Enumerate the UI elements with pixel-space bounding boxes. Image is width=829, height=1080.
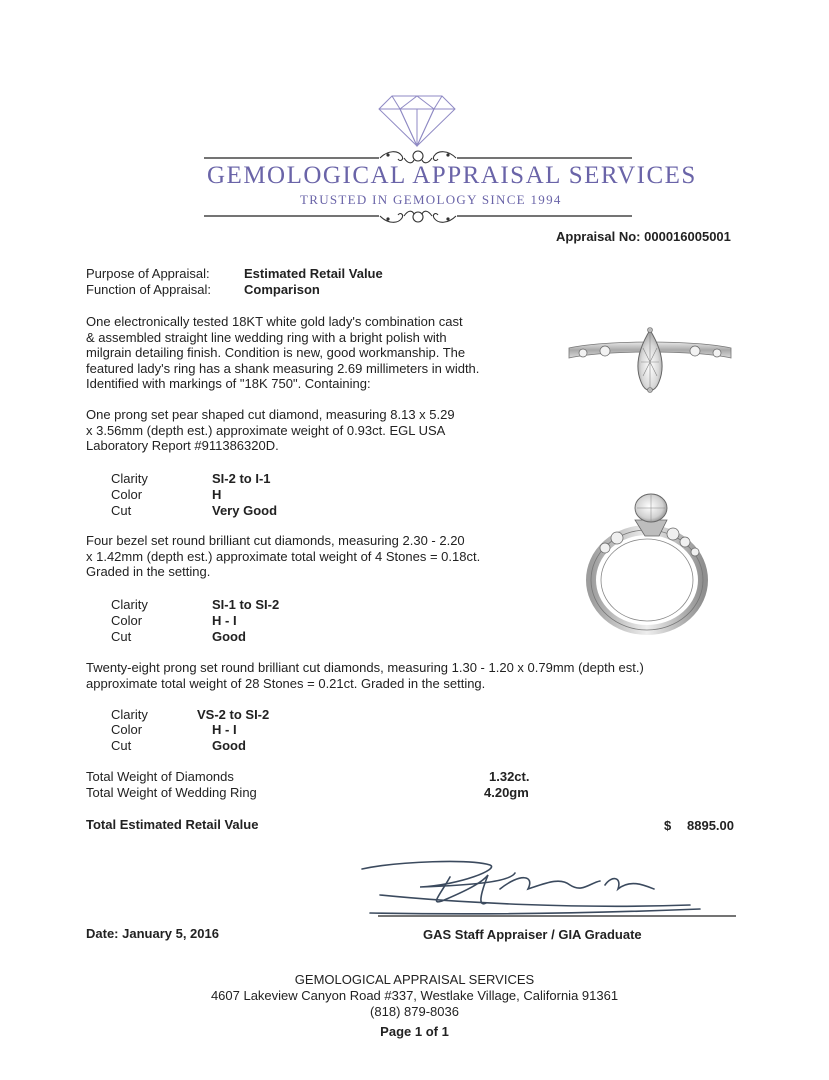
grade-label: Cut bbox=[111, 738, 132, 753]
ring-description bbox=[86, 314, 516, 392]
footer-company: GEMOLOGICAL APPRAISAL SERVICES bbox=[294, 972, 535, 987]
grade-value: VS-2 to SI-2 bbox=[197, 707, 270, 722]
grade-label: Color bbox=[111, 722, 143, 737]
grade-value: Very Good bbox=[212, 503, 278, 518]
ornament-bottom bbox=[204, 206, 632, 226]
grade-label: Cut bbox=[111, 629, 132, 644]
description-line: One electronically tested 18KT white gold lady's combination cast bbox=[86, 314, 463, 329]
purpose-value: Estimated Retail Value bbox=[244, 266, 383, 281]
signer-title: GAS Staff Appraiser / GIA Graduate bbox=[423, 927, 642, 942]
stone-text-line: x 3.56mm (depth est.) approximate weight of 0.93ct. EGL USA bbox=[86, 422, 446, 438]
footer bbox=[0, 972, 829, 1040]
grade-value: H bbox=[212, 487, 222, 502]
description-line: & assembled straight line wedding ring with a bright polish with bbox=[86, 329, 447, 345]
description-line: milgrain detailing finish. Condition is new, good workmanship. The bbox=[86, 345, 466, 361]
grade-label: Cut bbox=[111, 503, 132, 518]
total-diamonds-label: Total Weight of Diamonds bbox=[86, 769, 234, 784]
signature-image bbox=[360, 855, 740, 925]
ring-photo-side-view bbox=[575, 488, 715, 636]
diamond-logo-icon bbox=[378, 95, 456, 147]
stone-text-line: Graded in the setting. bbox=[86, 564, 211, 580]
page-number: Page 1 of 1 bbox=[380, 1024, 449, 1039]
footer-address: 4607 Lakeview Canyon Road #337, Westlake Village, California 91361 bbox=[210, 988, 619, 1003]
stone-text-line: One prong set pear shaped cut diamond, measuring 8.13 x 5.29 bbox=[86, 407, 455, 422]
description-line: featured lady's ring has a shank measuring 2.69 millimeters in width. bbox=[86, 360, 480, 376]
function-value: Comparison bbox=[244, 282, 320, 297]
retail-value-amount: 8895.00 bbox=[687, 818, 734, 833]
ring-photo-top-view bbox=[565, 318, 735, 403]
grade-value: Good bbox=[212, 738, 246, 753]
total-ring-label: Total Weight of Wedding Ring bbox=[86, 785, 257, 800]
stone-text-line: approximate total weight of 28 Stones = 0.21ct. Graded in the setting. bbox=[86, 675, 486, 691]
stone-1-description bbox=[86, 407, 516, 454]
stone-text-line: Laboratory Report #911386320D. bbox=[86, 438, 279, 454]
grade-label: Clarity bbox=[111, 597, 148, 612]
function-label: Function of Appraisal: bbox=[86, 282, 212, 297]
stone-2-description bbox=[86, 533, 526, 580]
grade-value: SI-1 to SI-2 bbox=[212, 597, 280, 612]
stone-text-line: x 1.42mm (depth est.) approximate total weight of 4 Stones = 0.18ct. bbox=[86, 548, 481, 564]
company-logo-subtitle: TRUSTED IN GEMOLOGY SINCE 1994 bbox=[300, 192, 562, 207]
currency-symbol: $ bbox=[664, 818, 672, 833]
total-ring-value: 4.20gm bbox=[484, 785, 529, 800]
grade-value: H - I bbox=[212, 613, 237, 628]
appraisal-date: Date: January 5, 2016 bbox=[86, 926, 219, 941]
retail-value-label: Total Estimated Retail Value bbox=[86, 817, 259, 832]
footer-phone: (818) 879-8036 bbox=[370, 1004, 459, 1019]
purpose-label: Purpose of Appraisal: bbox=[86, 266, 210, 281]
grade-value: H - I bbox=[212, 722, 237, 737]
grade-label: Clarity bbox=[111, 471, 148, 486]
grade-value: Good bbox=[212, 629, 246, 644]
stone-text-line: Four bezel set round brilliant cut diamonds, measuring 2.30 - 2.20 bbox=[86, 533, 465, 548]
company-logo-title: GEMOLOGICAL APPRAISAL SERVICES bbox=[207, 162, 697, 189]
grade-label: Color bbox=[111, 487, 143, 502]
grade-value: SI-2 to I-1 bbox=[212, 471, 271, 486]
total-diamonds-value: 1.32ct. bbox=[489, 769, 530, 784]
stone-text-line: Twenty-eight prong set round brilliant cut diamonds, measuring 1.30 - 1.20 x 0.79mm (depth est.) bbox=[86, 660, 644, 675]
description-line: Identified with markings of "18K 750". Containing: bbox=[86, 376, 371, 392]
grade-label: Clarity bbox=[111, 707, 148, 722]
appraisal-number: Appraisal No: 000016005001 bbox=[556, 229, 731, 244]
stone-3-description bbox=[86, 660, 706, 691]
grade-label: Color bbox=[111, 613, 143, 628]
